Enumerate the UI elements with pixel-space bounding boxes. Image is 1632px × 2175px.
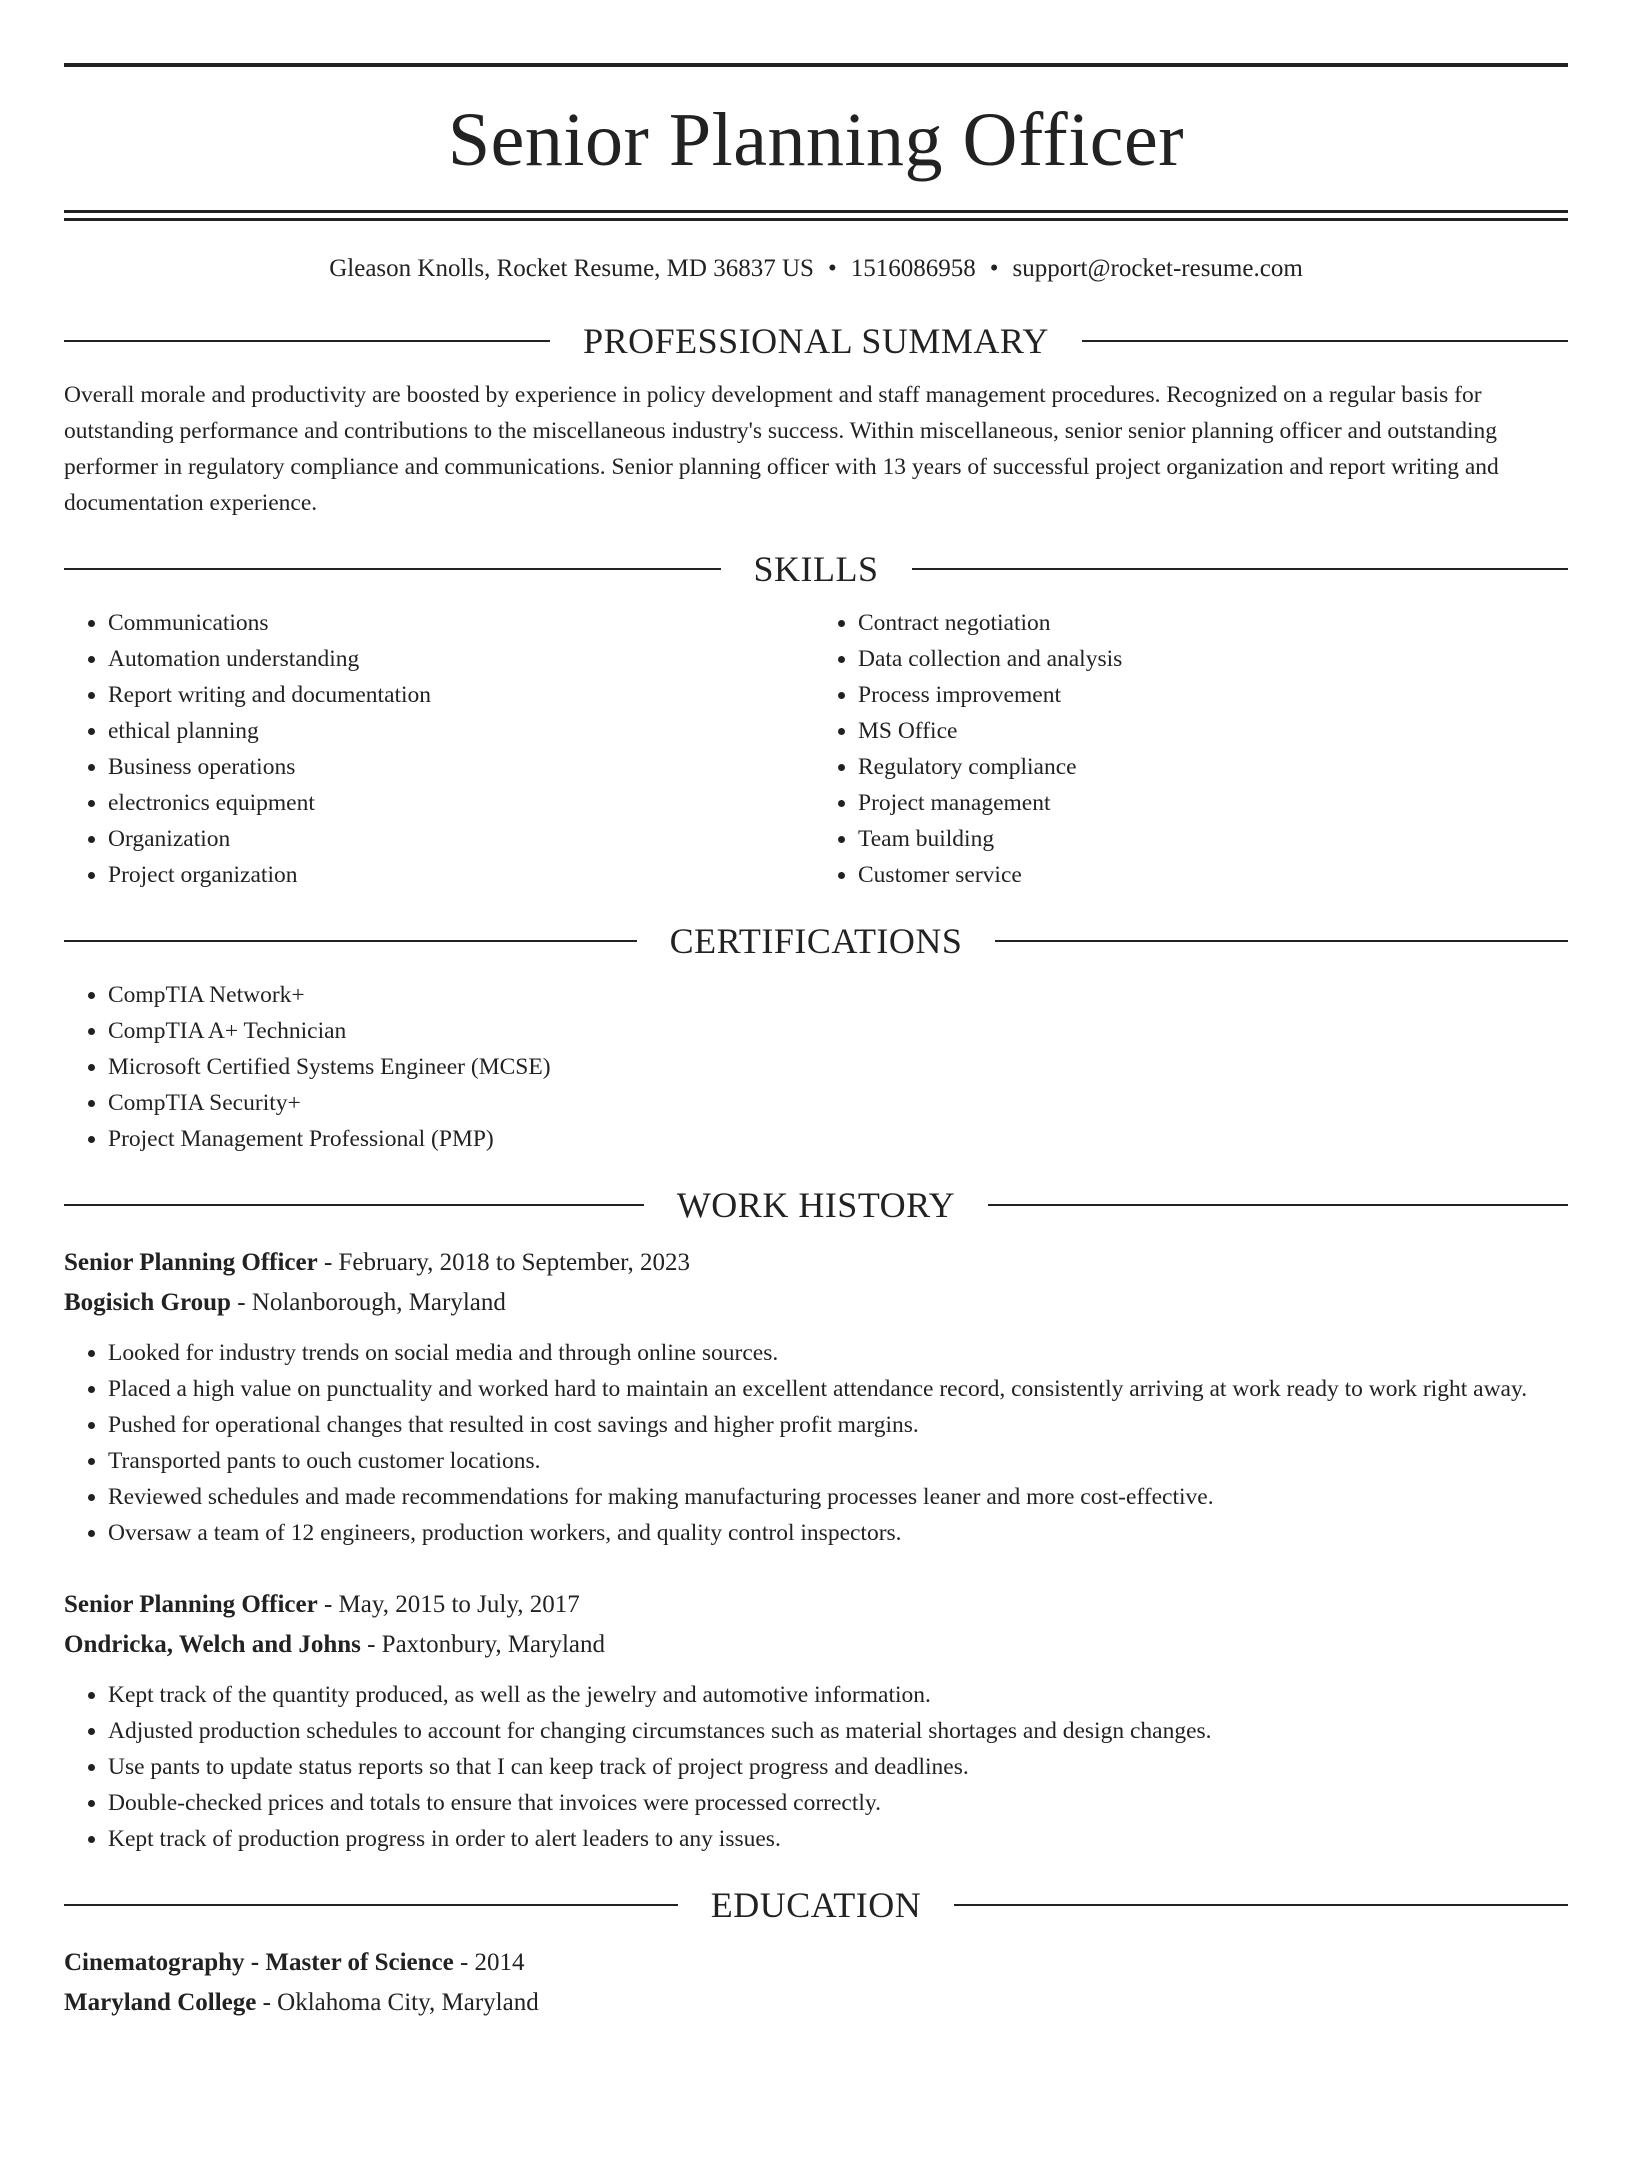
heading-rule — [64, 940, 637, 942]
certification-item: • CompTIA A+ Technician — [108, 1013, 1568, 1049]
certification-item: • Project Management Professional (PMP) — [108, 1121, 1568, 1157]
heading-rule — [64, 1204, 644, 1206]
skill-item: • Automation understanding — [108, 641, 816, 677]
heading-rule — [64, 1904, 678, 1906]
skill-item: • MS Office — [858, 713, 1568, 749]
skill-item: • ethical planning — [108, 713, 816, 749]
heading-rule — [1082, 340, 1568, 342]
title-double-rule — [64, 210, 1568, 221]
education-degree-line — [64, 1943, 1568, 1983]
job-bullet: • Adjusted production schedules to account for changing circumstances such as material shortages and design changes. — [108, 1713, 1568, 1749]
contact-address: Gleason Knolls, Rocket Resume, MD 36837 US — [329, 255, 814, 282]
education-location: - Oklahoma City, Maryland — [256, 1989, 539, 2016]
skill-item: • Business operations — [108, 749, 816, 785]
summary-text: Overall morale and productivity are boosted by experience in policy development and staff management procedures. Recognized on a regular basis for outstanding performance and contributions to the miscellaneous industry's success. Within miscellaneous, senior senior planning officer and outstanding performer in regulatory compliance and communications. Senior planning officer with 13 years of successful project organization and report writing and documentation experience. — [64, 382, 1499, 516]
skill-item: • Project organization — [108, 857, 816, 893]
job-company-line — [64, 1283, 1568, 1323]
education-school-line — [64, 1983, 1568, 2023]
section-title: SKILLS — [753, 549, 879, 589]
job-bullet: • Use pants to update status reports so that I can keep track of project progress and deadlines. — [108, 1749, 1568, 1785]
job-entry — [64, 1243, 1568, 1551]
job-bullet: • Kept track of the quantity produced, as well as the jewelry and automotive information. — [108, 1677, 1568, 1713]
job-bullet: • Oversaw a team of 12 engineers, production workers, and quality control inspectors. — [108, 1515, 1568, 1551]
job-role: Senior Planning Officer — [64, 1249, 318, 1276]
job-dates: - May, 2015 to July, 2017 — [317, 1591, 580, 1618]
skill-item: • Report writing and documentation — [108, 677, 816, 713]
heading-rule — [988, 1204, 1568, 1206]
contact-line — [64, 251, 1568, 287]
section-title: PROFESSIONAL SUMMARY — [583, 321, 1049, 361]
skill-item: • Team building — [858, 821, 1568, 857]
certification-item: • CompTIA Security+ — [108, 1085, 1568, 1121]
certifications-list — [64, 977, 1568, 1157]
contact-phone: 1516086958 — [850, 255, 976, 282]
certification-item: • Microsoft Certified Systems Engineer (MCSE) — [108, 1049, 1568, 1085]
job-bullet: • Kept track of production progress in order to alert leaders to any issues. — [108, 1821, 1568, 1857]
job-bullet: • Transported pants to ouch customer locations. — [108, 1443, 1568, 1479]
certification-item: • CompTIA Network+ — [108, 977, 1568, 1013]
skill-item: • electronics equipment — [108, 785, 816, 821]
page-title: Senior Planning Officer — [447, 98, 1185, 182]
resume-page — [0, 63, 1632, 2175]
job-title-line — [64, 1243, 1568, 1283]
heading-rule — [64, 568, 721, 570]
skills-column-left — [64, 605, 816, 893]
heading-rule — [954, 1904, 1568, 1906]
education-entry — [64, 1943, 1568, 2023]
contact-separator: • — [989, 255, 999, 282]
heading-rule — [995, 940, 1568, 942]
section-heading-certifications — [64, 917, 1568, 965]
education-school: Maryland College — [64, 1989, 257, 2016]
skill-item: • Process improvement — [858, 677, 1568, 713]
job-bullets — [64, 1335, 1568, 1551]
job-bullet: • Looked for industry trends on social media and through online sources. — [108, 1335, 1568, 1371]
contact-email: support@rocket-resume.com — [1012, 255, 1303, 282]
skill-item: • Organization — [108, 821, 816, 857]
education-degree: Cinematography - Master of Science — [64, 1949, 454, 1976]
skills-list — [64, 605, 1568, 893]
skill-item: • Data collection and analysis — [858, 641, 1568, 677]
job-role: Senior Planning Officer — [64, 1591, 318, 1618]
job-company: Bogisich Group — [64, 1289, 231, 1316]
job-bullets — [64, 1677, 1568, 1857]
section-title: EDUCATION — [710, 1885, 922, 1925]
heading-rule — [912, 568, 1569, 570]
job-bullet: • Reviewed schedules and made recommendations for making manufacturing processes leaner and more cost-effective. — [108, 1479, 1568, 1515]
job-company-line — [64, 1625, 1568, 1665]
skills-column-right — [816, 605, 1568, 893]
skill-item: • Customer service — [858, 857, 1568, 893]
section-title: WORK HISTORY — [676, 1185, 956, 1225]
contact-separator: • — [827, 255, 837, 282]
job-dates: - February, 2018 to September, 2023 — [317, 1249, 691, 1276]
section-heading-work-history — [64, 1181, 1568, 1229]
job-location: - Nolanborough, Maryland — [230, 1289, 506, 1316]
skill-item: • Contract negotiation — [858, 605, 1568, 641]
job-company: Ondricka, Welch and Johns — [64, 1631, 361, 1658]
job-bullet: • Pushed for operational changes that resulted in cost savings and higher profit margins. — [108, 1407, 1568, 1443]
section-heading-skills — [64, 545, 1568, 593]
job-bullet: • Placed a high value on punctuality and worked hard to maintain an excellent attendance record, consistently arriving at work ready to work right away. — [108, 1371, 1568, 1407]
skill-item: • Project management — [858, 785, 1568, 821]
job-location: - Paxtonbury, Maryland — [360, 1631, 606, 1658]
top-rule — [64, 63, 1568, 67]
job-bullet: • Double-checked prices and totals to ensure that invoices were processed correctly. — [108, 1785, 1568, 1821]
section-heading-summary — [64, 317, 1568, 365]
section-heading-education — [64, 1881, 1568, 1929]
skill-item: • Communications — [108, 605, 816, 641]
job-entry — [64, 1585, 1568, 1857]
section-title: CERTIFICATIONS — [669, 921, 963, 961]
job-title-line — [64, 1585, 1568, 1625]
skill-item: • Regulatory compliance — [858, 749, 1568, 785]
heading-rule — [64, 340, 550, 342]
education-year: - 2014 — [453, 1949, 525, 1976]
